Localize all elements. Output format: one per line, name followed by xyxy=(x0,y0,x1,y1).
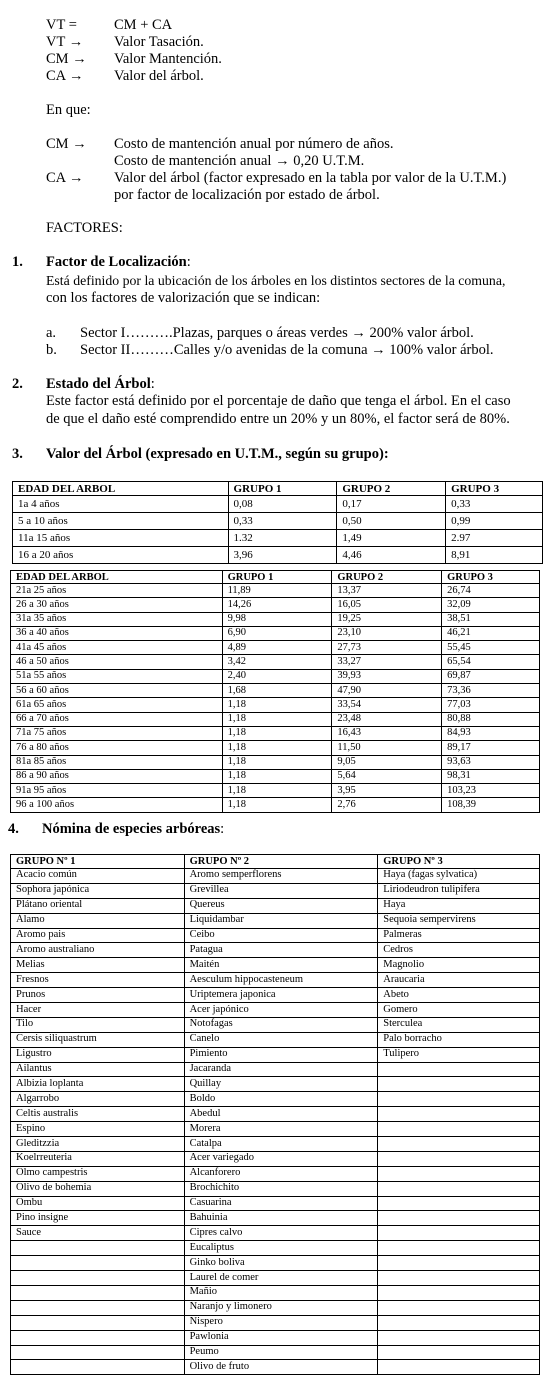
table-row xyxy=(11,973,540,988)
table-row xyxy=(11,698,540,712)
table-cell: 0,08 xyxy=(228,496,337,513)
def-cm2-line1: Costo de mantención anual por número de años. xyxy=(114,136,394,152)
table-row xyxy=(11,1241,540,1256)
table-cell xyxy=(378,1271,540,1286)
table-cell: 56 a 60 años xyxy=(11,684,223,698)
def-cm2-term: CM → xyxy=(46,136,87,152)
table-cell: Maitén xyxy=(184,958,378,973)
table-cell: 21a 25 años xyxy=(11,584,223,598)
section4-heading xyxy=(42,821,224,838)
table-row xyxy=(11,1315,540,1330)
table-cell: 73,36 xyxy=(442,684,540,698)
def-ca2-term: CA → xyxy=(46,170,84,186)
table-body xyxy=(11,584,540,813)
table-cell xyxy=(378,1151,540,1166)
table-cell: 9,05 xyxy=(332,755,442,769)
table-cell: Aesculum hippocasteneum xyxy=(184,973,378,988)
table-cell: 98,31 xyxy=(442,769,540,783)
table-cell: 9,98 xyxy=(222,612,332,626)
table-row xyxy=(11,898,540,913)
table-cell: Araucaria xyxy=(378,973,540,988)
table-cell: Morera xyxy=(184,1122,378,1137)
section3-number: 3. xyxy=(12,446,23,462)
table-cell: Espino xyxy=(11,1122,185,1137)
table-cell: Tulipero xyxy=(378,1047,540,1062)
table-cell: Uriptemera japonica xyxy=(184,988,378,1003)
table-cell xyxy=(378,1107,540,1122)
table-cell: Bahuinia xyxy=(184,1211,378,1226)
table-cell xyxy=(378,1330,540,1345)
table-cell xyxy=(378,1122,540,1137)
table-cell xyxy=(378,1285,540,1300)
table-cell: Ailantus xyxy=(11,1062,185,1077)
table-cell: Ceibo xyxy=(184,928,378,943)
table-cell: Plátano oriental xyxy=(11,898,185,913)
def-vt2-value: Valor Tasación. xyxy=(114,34,204,50)
table-cell: Ombu xyxy=(11,1196,185,1211)
table-cell: 84,93 xyxy=(442,726,540,740)
table-row xyxy=(11,869,540,884)
table-cell: 31a 35 años xyxy=(11,612,223,626)
table-cell: Acer japónico xyxy=(184,1003,378,1018)
table-cell xyxy=(378,1315,540,1330)
table-cell: 80,88 xyxy=(442,712,540,726)
table-cell: 11,89 xyxy=(222,584,332,598)
table-cell: 0,99 xyxy=(446,513,543,530)
table-row xyxy=(11,1285,540,1300)
table-cell: 66 a 70 años xyxy=(11,712,223,726)
def-ca2-line1: Valor del árbol (factor expresado en la tabla por valor de la U.T.M.) xyxy=(114,170,507,186)
table-cell: 27,73 xyxy=(332,641,442,655)
table-row xyxy=(11,798,540,812)
table-cell: 69,87 xyxy=(442,669,540,683)
table-cell: Casuarina xyxy=(184,1196,378,1211)
table-row xyxy=(11,655,540,669)
table-cell: 33,27 xyxy=(332,655,442,669)
table-cell: 26,74 xyxy=(442,584,540,598)
table-cell: Ginko boliva xyxy=(184,1256,378,1271)
table-row xyxy=(11,883,540,898)
table-cell: 46,21 xyxy=(442,626,540,640)
table-cell: 1,18 xyxy=(222,712,332,726)
table-cell: 41a 45 años xyxy=(11,641,223,655)
table-cell: 71a 75 años xyxy=(11,726,223,740)
table-cell: 91a 95 años xyxy=(11,784,223,798)
table-cell: 1,49 xyxy=(337,530,446,547)
table-cell: 8,91 xyxy=(446,547,543,564)
table-cell: Aromo australiano xyxy=(11,943,185,958)
section1-text2: con los factores de valorización que se indican: xyxy=(46,290,321,306)
table-cell: Palo borracho xyxy=(378,1032,540,1047)
table-cell: Olmo campestris xyxy=(11,1166,185,1181)
table-cell: 2,40 xyxy=(222,669,332,683)
table-cell: Patagua xyxy=(184,943,378,958)
table-row xyxy=(11,684,540,698)
table-row xyxy=(11,1092,540,1107)
table-row xyxy=(11,1062,540,1077)
table-cell: Liriodeudron tulipifera xyxy=(378,883,540,898)
column-header: GRUPO 3 xyxy=(446,482,543,496)
table-cell: Palmeras xyxy=(378,928,540,943)
table-cell: 26 a 30 años xyxy=(11,598,223,612)
column-header: GRUPO Nº 3 xyxy=(378,855,540,869)
table-cell: Cedros xyxy=(378,943,540,958)
table-cell: Pawlonia xyxy=(184,1330,378,1345)
table-cell xyxy=(378,1241,540,1256)
table-cell: 33,54 xyxy=(332,698,442,712)
table-cell xyxy=(378,1211,540,1226)
section1-number: 1. xyxy=(12,254,23,270)
table-cell: 0,33 xyxy=(446,496,543,513)
def-cm-value: Valor Mantención. xyxy=(114,51,222,67)
table-cell xyxy=(378,1062,540,1077)
table-cell: Olivo de fruto xyxy=(184,1360,378,1375)
section4-colon: : xyxy=(220,821,225,837)
utm-value-table-2 xyxy=(10,570,540,813)
table-cell: 1,18 xyxy=(222,726,332,740)
section1-item-b-letter: b. xyxy=(46,342,57,358)
table-cell: 3,95 xyxy=(332,784,442,798)
table-row xyxy=(11,943,540,958)
table-cell: Boldo xyxy=(184,1092,378,1107)
table-cell: Canelo xyxy=(184,1032,378,1047)
section1-item-a-letter: a. xyxy=(46,325,57,341)
table-row xyxy=(11,958,540,973)
table-cell: 2,76 xyxy=(332,798,442,812)
table-row xyxy=(11,598,540,612)
table-cell: Haya xyxy=(378,898,540,913)
table-row xyxy=(11,1345,540,1360)
table-cell xyxy=(11,1315,185,1330)
table-row xyxy=(11,726,540,740)
table-cell: Sophora japónica xyxy=(11,883,185,898)
column-header: GRUPO 1 xyxy=(222,571,332,584)
table-row xyxy=(11,1107,540,1122)
table-cell: 89,17 xyxy=(442,741,540,755)
table-cell: 19,25 xyxy=(332,612,442,626)
table-cell: 1,18 xyxy=(222,784,332,798)
column-header: EDAD DEL ARBOL xyxy=(11,571,223,584)
table-cell: 4,89 xyxy=(222,641,332,655)
table-cell: 16,43 xyxy=(332,726,442,740)
table-cell: Aromo semperflorens xyxy=(184,869,378,884)
table-cell xyxy=(11,1285,185,1300)
column-header: GRUPO 1 xyxy=(228,482,337,496)
table-cell: 39,93 xyxy=(332,669,442,683)
table-cell xyxy=(378,1137,540,1152)
table-cell: 16 a 20 años xyxy=(13,547,229,564)
table-cell: 61a 65 años xyxy=(11,698,223,712)
table-cell: Melias xyxy=(11,958,185,973)
table-row xyxy=(11,1196,540,1211)
species-table xyxy=(10,854,540,1375)
table-row xyxy=(11,769,540,783)
table-cell xyxy=(11,1271,185,1286)
table-cell: 93,63 xyxy=(442,755,540,769)
table-cell: Acacio común xyxy=(11,869,185,884)
table-cell: 1,18 xyxy=(222,755,332,769)
table-cell: Mañio xyxy=(184,1285,378,1300)
def-ca2-line2: por factor de localización por estado de árbol. xyxy=(114,187,380,203)
table-cell: 55,45 xyxy=(442,641,540,655)
table-row xyxy=(11,928,540,943)
table-cell: 0,50 xyxy=(337,513,446,530)
table-row xyxy=(11,1003,540,1018)
table-cell: 108,39 xyxy=(442,798,540,812)
table-cell: Jacaranda xyxy=(184,1062,378,1077)
table-body xyxy=(13,496,543,564)
table-cell: 1a 4 años xyxy=(13,496,229,513)
table-cell: 23,48 xyxy=(332,712,442,726)
section1-heading xyxy=(46,254,191,271)
table-cell: 76 a 80 años xyxy=(11,741,223,755)
table-row xyxy=(11,1017,540,1032)
table-cell: Pimiento xyxy=(184,1047,378,1062)
table-row xyxy=(11,1077,540,1092)
def-ca-value: Valor del árbol. xyxy=(114,68,204,84)
table-cell: 3,42 xyxy=(222,655,332,669)
def-ca-term: CA → xyxy=(46,68,84,84)
table-cell: 5 a 10 años xyxy=(13,513,229,530)
table-row xyxy=(11,641,540,655)
column-header: GRUPO Nº 2 xyxy=(184,855,378,869)
table-cell: 51a 55 años xyxy=(11,669,223,683)
table-cell: 2.97 xyxy=(446,530,543,547)
table-cell: 16,05 xyxy=(332,598,442,612)
section2-text1: Este factor está definido por el porcentaje de daño que tenga el árbol. En el caso xyxy=(46,393,511,409)
table-cell: 1,18 xyxy=(222,741,332,755)
table-cell: 11a 15 años xyxy=(13,530,229,547)
table-cell: Naranjo y limonero xyxy=(184,1300,378,1315)
table-row xyxy=(11,913,540,928)
en-que-label: En que: xyxy=(46,102,91,118)
table-row xyxy=(11,584,540,598)
table-cell: Eucaliptus xyxy=(184,1241,378,1256)
table-cell: Prunos xyxy=(11,988,185,1003)
column-header: GRUPO 3 xyxy=(442,571,540,584)
table-cell: 96 a 100 años xyxy=(11,798,223,812)
section2-heading xyxy=(46,376,155,393)
table-cell: 14,26 xyxy=(222,598,332,612)
table-cell xyxy=(378,1196,540,1211)
table-cell: Quillay xyxy=(184,1077,378,1092)
def-vt-term: VT = xyxy=(46,17,77,33)
table-cell: 0,17 xyxy=(337,496,446,513)
table-row xyxy=(13,530,543,547)
table-cell xyxy=(11,1241,185,1256)
table-cell: Fresnos xyxy=(11,973,185,988)
table-cell: Ligustro xyxy=(11,1047,185,1062)
section1-text1: Está definido por la ubicación de los árboles en los distintos sectores de la comuna, xyxy=(46,273,506,288)
table-row xyxy=(11,1300,540,1315)
table-cell: Magnolio xyxy=(378,958,540,973)
table-cell xyxy=(11,1345,185,1360)
table-cell: 23,10 xyxy=(332,626,442,640)
table-row xyxy=(11,612,540,626)
table-cell: Koelrreuteria xyxy=(11,1151,185,1166)
table-cell: Haya (fagas sylvatica) xyxy=(378,869,540,884)
utm-value-table-1 xyxy=(12,481,543,564)
table-cell: 38,51 xyxy=(442,612,540,626)
table-cell: 77,03 xyxy=(442,698,540,712)
column-header: EDAD DEL ARBOL xyxy=(13,482,229,496)
table-cell: Tilo xyxy=(11,1017,185,1032)
section1-title: Factor de Localización xyxy=(46,254,187,270)
column-header: GRUPO 2 xyxy=(332,571,442,584)
table-cell: 13,37 xyxy=(332,584,442,598)
table-cell xyxy=(378,1226,540,1241)
table-cell: 5,64 xyxy=(332,769,442,783)
table-row xyxy=(11,988,540,1003)
table-cell: Abedul xyxy=(184,1107,378,1122)
table-cell: 46 a 50 años xyxy=(11,655,223,669)
table-row xyxy=(11,1166,540,1181)
table-cell: 32,09 xyxy=(442,598,540,612)
table-body xyxy=(11,869,540,1375)
table-cell: 47,90 xyxy=(332,684,442,698)
table-cell: Laurel de comer xyxy=(184,1271,378,1286)
table-row xyxy=(11,1047,540,1062)
table-cell: Aromo pais xyxy=(11,928,185,943)
factores-heading: FACTORES: xyxy=(46,220,123,236)
table-cell xyxy=(378,1166,540,1181)
table-row xyxy=(11,755,540,769)
table-row xyxy=(11,1226,540,1241)
table-cell: Liquidambar xyxy=(184,913,378,928)
table-cell: 6,90 xyxy=(222,626,332,640)
table-cell: Gomero xyxy=(378,1003,540,1018)
table-cell: Catalpa xyxy=(184,1137,378,1152)
table-row xyxy=(11,1181,540,1196)
table-cell: Algarrobo xyxy=(11,1092,185,1107)
table-cell: 103,23 xyxy=(442,784,540,798)
table-row xyxy=(11,1151,540,1166)
table-row xyxy=(11,784,540,798)
section1-item-b-text: Sector II………Calles y/o avenidas de la comuna → 100% valor árbol. xyxy=(80,342,494,358)
table-cell: 1,18 xyxy=(222,798,332,812)
table-cell: Peumo xyxy=(184,1345,378,1360)
table-cell: 1,18 xyxy=(222,698,332,712)
section2-text2: de que el daño esté comprendido entre un 20% y un 80%, el factor será de 80%. xyxy=(46,411,510,427)
table-cell: 1,18 xyxy=(222,769,332,783)
table-cell: Cipres calvo xyxy=(184,1226,378,1241)
table-cell: Notofagas xyxy=(184,1017,378,1032)
table-cell: Cersis siliquastrum xyxy=(11,1032,185,1047)
table-cell: Abeto xyxy=(378,988,540,1003)
table-cell: 1,68 xyxy=(222,684,332,698)
section1-item-a-text: Sector I……….Plazas, parques o áreas verdes → 200% valor árbol. xyxy=(80,325,474,341)
def-vt2-term: VT → xyxy=(46,34,84,50)
table-cell xyxy=(11,1360,185,1375)
table-cell xyxy=(378,1345,540,1360)
table-cell: Sequoia sempervirens xyxy=(378,913,540,928)
table-cell: Olivo de bohemia xyxy=(11,1181,185,1196)
table-header-row xyxy=(11,571,540,584)
column-header: GRUPO 2 xyxy=(337,482,446,496)
table-cell: Celtis australis xyxy=(11,1107,185,1122)
table-header-row xyxy=(11,855,540,869)
table-row xyxy=(11,1137,540,1152)
table-row xyxy=(11,669,540,683)
table-row xyxy=(13,547,543,564)
table-cell: Acer variegado xyxy=(184,1151,378,1166)
section3-title: Valor del Árbol (expresado en U.T.M., según su grupo): xyxy=(46,446,389,462)
table-cell xyxy=(11,1256,185,1271)
table-cell: Sterculea xyxy=(378,1017,540,1032)
table-row xyxy=(11,1122,540,1137)
table-cell xyxy=(11,1330,185,1345)
table-header-row xyxy=(13,482,543,496)
table-cell xyxy=(378,1300,540,1315)
def-vt-value: CM + CA xyxy=(114,17,173,33)
table-cell: 11,50 xyxy=(332,741,442,755)
table-row xyxy=(11,626,540,640)
table-cell: Brochichito xyxy=(184,1181,378,1196)
section2-title: Estado del Árbol xyxy=(46,376,151,392)
column-header: GRUPO Nº 1 xyxy=(11,855,185,869)
table-cell: Hacer xyxy=(11,1003,185,1018)
table-cell: Sauce xyxy=(11,1226,185,1241)
table-cell: Quereus xyxy=(184,898,378,913)
table-row xyxy=(11,712,540,726)
section4-number: 4. xyxy=(8,821,19,837)
table-row xyxy=(11,1360,540,1375)
section1-colon: : xyxy=(186,254,191,270)
table-cell xyxy=(11,1300,185,1315)
table-cell: 81a 85 años xyxy=(11,755,223,769)
table-row xyxy=(11,1256,540,1271)
table-cell: Nispero xyxy=(184,1315,378,1330)
table-row xyxy=(11,1330,540,1345)
table-cell: Grevillea xyxy=(184,883,378,898)
section4-title: Nómina de especies arbóreas xyxy=(42,821,221,837)
table-row xyxy=(11,1211,540,1226)
table-cell: Álamo xyxy=(11,913,185,928)
section2-number: 2. xyxy=(12,376,23,392)
table-cell: 4,46 xyxy=(337,547,446,564)
table-cell xyxy=(378,1256,540,1271)
table-cell: 36 a 40 años xyxy=(11,626,223,640)
table-cell: 65,54 xyxy=(442,655,540,669)
def-cm2-line2: Costo de mantención anual → 0,20 U.T.M. xyxy=(114,153,365,169)
table-cell: 86 a 90 años xyxy=(11,769,223,783)
table-row xyxy=(13,513,543,530)
table-cell xyxy=(378,1092,540,1107)
table-cell xyxy=(378,1077,540,1092)
table-cell: Gleditzzia xyxy=(11,1137,185,1152)
table-cell xyxy=(378,1360,540,1375)
table-row xyxy=(11,741,540,755)
table-cell: Albizia loplanta xyxy=(11,1077,185,1092)
table-cell: 0,33 xyxy=(228,513,337,530)
table-cell: 1.32 xyxy=(228,530,337,547)
table-row xyxy=(13,496,543,513)
table-cell xyxy=(378,1181,540,1196)
table-cell: Alcanforero xyxy=(184,1166,378,1181)
table-row xyxy=(11,1032,540,1047)
table-row xyxy=(11,1271,540,1286)
table-cell: Pino insigne xyxy=(11,1211,185,1226)
table-cell: 3,96 xyxy=(228,547,337,564)
section2-colon: : xyxy=(150,376,155,392)
def-cm-term: CM → xyxy=(46,51,87,67)
